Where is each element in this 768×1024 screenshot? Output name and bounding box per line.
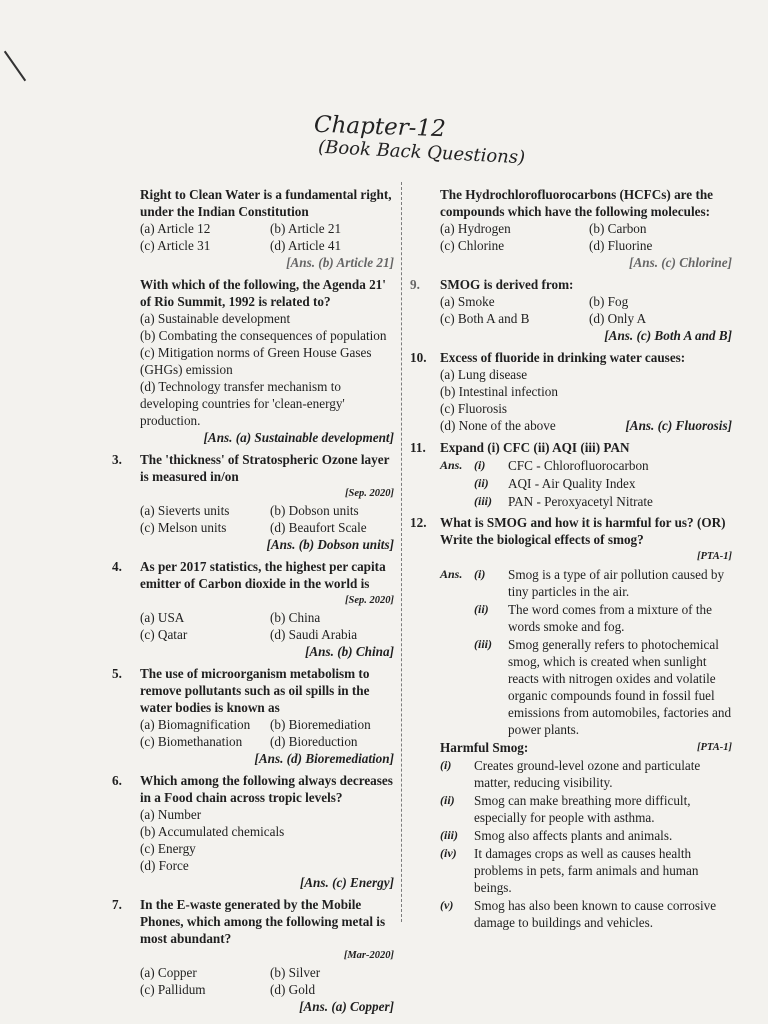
item-number: (iii) (474, 637, 492, 651)
option: (a) Number (140, 807, 202, 822)
option: (d) Beaufort Scale (270, 520, 367, 535)
answer: [Ans. (c) Energy] (299, 875, 394, 890)
answer: [Ans. (b) China] (304, 644, 394, 659)
option: (b) China (270, 610, 321, 625)
answer: [Ans. (d) Bioremediation] (254, 751, 394, 766)
options (140, 609, 394, 643)
question-number: 11. (410, 440, 426, 455)
question-number: 4. (112, 559, 122, 574)
question-text: The Hydrochlorofluorocarbons (HCFCs) are the compounds which have the following molecules: (440, 187, 714, 219)
exam-tag: [PTA-1] (697, 551, 732, 562)
harmful-item (440, 845, 732, 896)
harmful-item (440, 897, 732, 931)
options (140, 310, 394, 429)
question-number: 3. (112, 452, 122, 467)
answer: [Ans. (c) Chlorine] (629, 255, 732, 270)
options (140, 964, 394, 998)
item-text: Smog can make breathing more difficult, especially for people with asthma. (474, 793, 691, 825)
answer-item (440, 457, 732, 474)
answer-item (440, 493, 732, 510)
answer-item (440, 475, 732, 492)
option: (b) Silver (270, 965, 321, 980)
exam-tag: [Sep. 2020] (345, 595, 394, 606)
answer-item (440, 636, 732, 738)
answer: [Ans. (c) Fluorosis] (625, 418, 732, 433)
question-text: In the E-waste generated by the Mobile Phones, which among the following metal is most abundant? (140, 897, 386, 946)
item-text: Smog has also been known to cause corrosive damage to buildings and vehicles. (474, 898, 717, 930)
option: (d) Gold (270, 982, 316, 997)
item-text: The word comes from a mixture of the words smoke and fog. (508, 602, 712, 634)
question-3 (112, 451, 394, 555)
question-number: 7. (112, 897, 122, 912)
option: (b) Combating the consequences of population (140, 328, 387, 343)
question-number: 5. (112, 666, 122, 681)
item-number: (ii) (440, 793, 455, 807)
left-column (112, 186, 394, 1020)
handwritten-chapter-title: Chapter-12 (313, 111, 447, 143)
question-text: Which among the following always decreases in a Food chain across tropic levels? (140, 773, 393, 805)
option: (c) Qatar (140, 627, 188, 642)
question-text: Excess of fluoride in drinking water causes: (440, 350, 686, 365)
option: (c) Energy (140, 841, 196, 856)
question-text: SMOG is derived from: (440, 277, 574, 292)
question-number: 10. (410, 350, 427, 365)
option: (d) None of the above (440, 418, 556, 433)
answer: [Ans. (a) Copper] (299, 999, 394, 1014)
item-number: (iii) (440, 828, 458, 842)
option: (c) Mitigation norms of Green House Gases (GHGs) emission (140, 345, 372, 377)
option: (d) Bioreduction (270, 734, 358, 749)
question-text: The use of microorganism metabolism to remove pollutants such as oil spills in the water bodies is known as (140, 666, 370, 715)
harmful-item (440, 757, 732, 791)
options (440, 366, 732, 417)
options (140, 220, 394, 254)
option: (c) Article 31 (140, 238, 211, 253)
question-2 (112, 276, 394, 448)
question-text: As per 2017 statistics, the highest per capita emitter of Carbon dioxide in the world is (140, 559, 386, 591)
options (140, 806, 394, 874)
option: (b) Fog (589, 294, 629, 309)
question-4 (112, 558, 394, 662)
option: (a) Biomagnification (140, 717, 251, 732)
question-number: 6. (112, 773, 122, 788)
option: (c) Biomethanation (140, 734, 243, 749)
harmful-smog-heading (440, 739, 732, 756)
option: (b) Accumulated chemicals (140, 824, 285, 839)
question-10 (410, 349, 732, 436)
item-number: (iii) (474, 494, 492, 508)
question-number (112, 186, 140, 273)
question-9 (410, 276, 732, 346)
item-text: Smog generally refers to photochemical smog, which is created when sunlight reacts with nitrogen oxides and volatile organic compounds found in fossil fuel emissions from automobiles, factories and power plants. (508, 637, 732, 737)
item-text: Smog is a type of air pollution caused by tiny particles in the air. (508, 567, 725, 599)
options (140, 716, 394, 750)
exam-tag: [Sep. 2020] (345, 488, 394, 499)
item-text: PAN - Peroxyacetyl Nitrate (508, 494, 653, 509)
answer: [Ans. (a) Sustainable development] (203, 430, 394, 445)
question-12 (410, 514, 732, 932)
option: (b) Intestinal infection (440, 384, 558, 399)
question-text: Right to Clean Water is a fundamental right, under the Indian Constitution (140, 187, 392, 219)
item-text: AQI - Air Quality Index (508, 476, 636, 491)
options (140, 502, 394, 536)
answer-row (440, 417, 732, 436)
options (440, 293, 732, 327)
option: (a) Smoke (440, 294, 495, 309)
pen-stroke-mark (4, 51, 26, 82)
option: (a) USA (140, 610, 185, 625)
question-number: 12. (410, 515, 427, 530)
option: (c) Pallidum (140, 982, 206, 997)
column-divider (401, 182, 402, 922)
question-text: With which of the following, the Agenda 21' of Rio Summit, 1992 is related to? (140, 277, 386, 309)
item-text: Creates ground-level ozone and particulate matter, reducing visibility. (474, 758, 701, 790)
right-column (410, 186, 732, 935)
item-number: (ii) (474, 602, 489, 616)
item-text: It damages crops as well as causes health problems in pets, farm animals and human beings. (474, 846, 699, 895)
option: (b) Carbon (589, 221, 647, 236)
answer-label: Ans. (440, 567, 463, 581)
harmful-item (440, 827, 732, 844)
harmful-item (440, 792, 732, 826)
option: (c) Both A and B (440, 311, 530, 326)
question-text: What is SMOG and how it is harmful for us? (OR) Write the biological effects of smog? (440, 515, 726, 547)
question-7 (112, 896, 394, 1017)
exam-tag: [PTA-1] (697, 742, 732, 753)
options (440, 220, 732, 254)
exam-tag: [Mar-2020] (343, 950, 394, 961)
answer-item (440, 566, 732, 600)
question-11 (410, 439, 732, 511)
handwritten-subtitle: (Book Back Questions) (317, 136, 526, 169)
option: (b) Bioremediation (270, 717, 371, 732)
option: (d) Fluorine (589, 238, 653, 253)
option: (d) Technology transfer mechanism to developing countries for 'clean-energy' production. (140, 379, 345, 428)
item-number: (ii) (474, 476, 489, 490)
question-number: 9. (410, 277, 420, 292)
question-number (112, 276, 140, 448)
answer-item (440, 601, 732, 635)
question-8 (410, 186, 732, 273)
option: (d) Force (140, 858, 189, 873)
question-6 (112, 772, 394, 893)
option: (c) Fluorosis (440, 401, 508, 416)
item-number: (i) (474, 567, 486, 581)
answer: [Ans. (b) Article 21] (286, 255, 394, 270)
option: (d) Only A (589, 311, 647, 326)
question-5 (112, 665, 394, 769)
option: (b) Article 21 (270, 221, 342, 236)
option: (c) Melson units (140, 520, 227, 535)
option: (a) Sustainable development (140, 311, 291, 326)
option: (a) Copper (140, 965, 197, 980)
option: (c) Chlorine (440, 238, 505, 253)
question-number (410, 186, 440, 273)
answer-label: Ans. (440, 458, 463, 472)
answer: [Ans. (c) Both A and B] (604, 328, 732, 343)
item-text: Smog also affects plants and animals. (474, 828, 673, 843)
option: (a) Article 12 (140, 221, 211, 236)
item-text: CFC - Chlorofluorocarbon (508, 458, 649, 473)
item-number: (i) (440, 758, 452, 772)
option: (a) Lung disease (440, 367, 528, 382)
option: (a) Hydrogen (440, 221, 511, 236)
item-number: (i) (474, 458, 486, 472)
answer: [Ans. (b) Dobson units] (266, 537, 394, 552)
option: (b) Dobson units (270, 503, 359, 518)
option: (d) Article 41 (270, 238, 342, 253)
section-title: Harmful Smog: (440, 740, 529, 755)
option: (a) Sieverts units (140, 503, 230, 518)
question-1 (112, 186, 394, 273)
question-text: The 'thickness' of Stratospheric Ozone layer is measured in/on (140, 452, 390, 484)
option: (d) Saudi Arabia (270, 627, 358, 642)
question-text: Expand (i) CFC (ii) AQI (iii) PAN (440, 440, 630, 455)
item-number: (iv) (440, 846, 457, 860)
item-number: (v) (440, 898, 454, 912)
